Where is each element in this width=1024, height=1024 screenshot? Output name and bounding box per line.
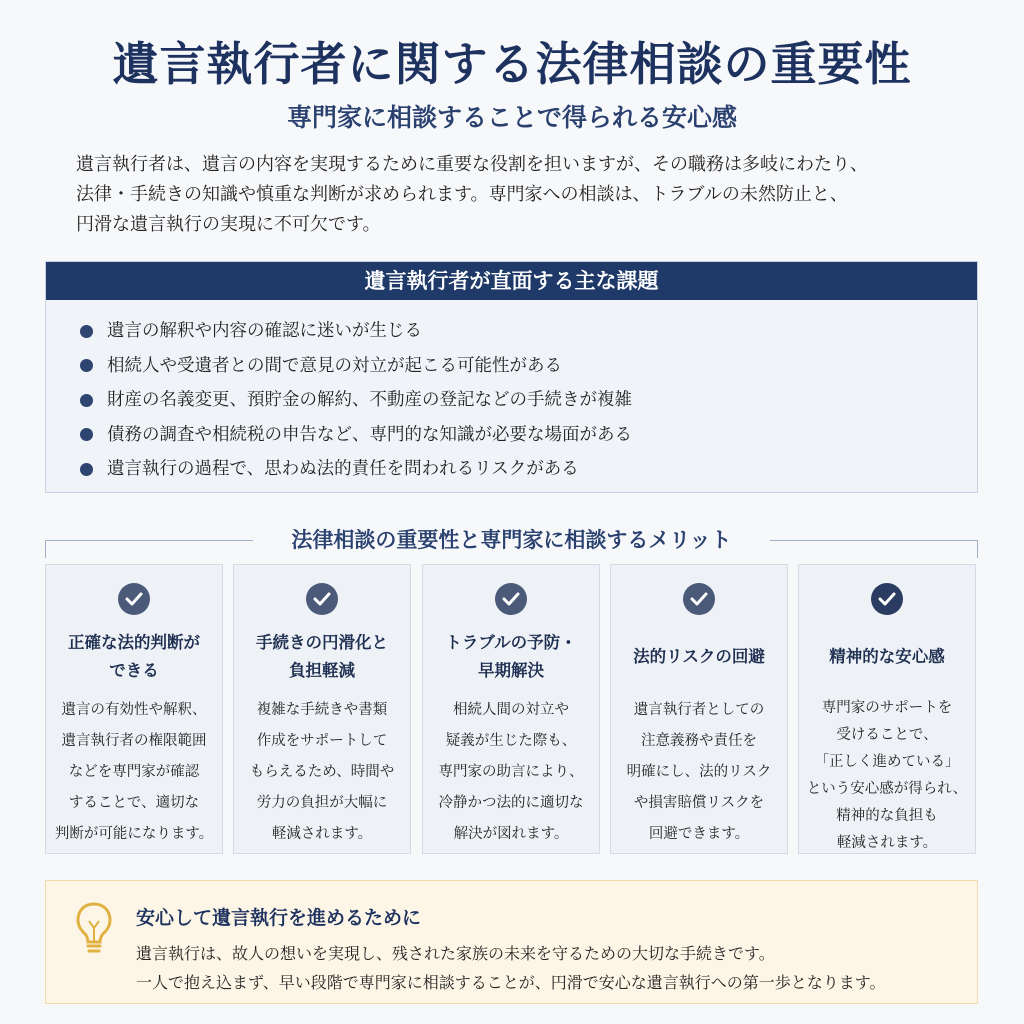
card-body-line: 労力の負担が大幅に (256, 795, 388, 811)
card-body-line: 軽減されます。 (836, 835, 938, 851)
intro-line: 円滑な遺言執行の実現に不可欠です。 (76, 214, 381, 235)
divider-tick (977, 540, 978, 558)
card-title-line: 手続きの円滑化と (256, 633, 388, 652)
card-body-line: 冷静かつ法的に適切な (438, 795, 584, 811)
card-body-line: 作成をサポートして (256, 733, 388, 749)
bullet-icon (80, 394, 93, 407)
closing-note (45, 880, 978, 1004)
lightbulb-icon (74, 901, 114, 957)
merit-card-smooth-procedures (233, 564, 411, 854)
merit-card-risk-avoidance (610, 564, 788, 854)
card-title-line: できる (109, 661, 159, 680)
card-title (423, 629, 599, 685)
card-body (799, 695, 975, 857)
card-body (46, 695, 222, 850)
merits-heading-bar (45, 522, 978, 558)
list-item (80, 314, 977, 349)
card-body-line: 専門家のサポートを (821, 700, 953, 716)
card-body-line: などを専門家が確認 (68, 764, 200, 780)
check-circle-icon (118, 583, 150, 615)
card-title (46, 629, 222, 685)
card-body-line: 精神的な負担も (836, 808, 938, 824)
card-title-line: 正確な法的判断が (68, 633, 200, 652)
card-body-line: 解決が図れます。 (453, 826, 569, 842)
merits-heading: 法律相談の重要性と専門家に相談するメリット (291, 528, 732, 552)
card-body-line: 複雑な手続きや書類 (256, 702, 388, 718)
closing-title: 安心して遺言執行を進めるために (136, 907, 422, 929)
card-body-line: 判断が可能になります。 (54, 826, 214, 842)
list-item (80, 452, 977, 487)
card-body-line: 軽減されます。 (271, 826, 373, 842)
list-item (80, 349, 977, 384)
page-subtitle: 専門家に相談することで得られる安心感 (286, 103, 737, 132)
card-body-line: 明確にし、法的リスク (626, 764, 772, 780)
card-body-line: という安心感が得られ、 (806, 781, 968, 797)
card-title (234, 629, 410, 685)
issues-panel (45, 261, 978, 493)
bullet-icon (80, 428, 93, 441)
card-body-line: 専門家の助言により、 (438, 764, 584, 780)
card-title (611, 629, 787, 685)
closing-line: 遺言執行は、故人の想いを実現し、残された家族の未来を守るための大切な手続きです。 (136, 944, 775, 963)
intro-line: 遺言執行者は、遺言の内容を実現するために重要な役割を担いますが、その職務は多岐にわたり、 (76, 154, 868, 175)
closing-line: 一人で抱え込まず、早い段階で専門家に相談することが、円滑で安心な遺言執行への第一歩となります。 (136, 973, 886, 992)
merit-card-legal-judgment (45, 564, 223, 854)
card-title-line: 早期解決 (478, 661, 544, 680)
intro-line: 法律・手続きの知識や慎重な判断が求められます。専門家への相談は、トラブルの未然防止と、 (76, 184, 848, 205)
card-body-line: 注意義務や責任を (641, 733, 757, 749)
bullet-icon (80, 325, 93, 338)
card-body-line: 相続人間の対立や (453, 702, 569, 718)
merit-card-peace-of-mind (798, 564, 976, 854)
merit-card-trouble-prevention (422, 564, 600, 854)
card-title-line: 負担軽減 (289, 661, 355, 680)
issues-heading: 遺言執行者が直面する主な課題 (46, 262, 977, 300)
card-title-line: トラブルの予防・ (445, 633, 577, 652)
divider-line (770, 540, 978, 541)
issue-text: 債務の調査や相続税の申告など、専門的な知識が必要な場面がある (107, 424, 632, 445)
card-body-line: や損害賠償リスクを (633, 795, 765, 811)
list-item (80, 418, 977, 453)
issue-text: 遺言の解釈や内容の確認に迷いが生じる (107, 321, 422, 341)
issue-text: 相続人や受遺者との間で意見の対立が起こる可能性がある (107, 355, 562, 376)
card-body-line: もらえるため、時間や (249, 764, 395, 780)
check-circle-icon (683, 583, 715, 615)
card-body-line: 遺言執行者の権限範囲 (61, 733, 207, 749)
card-title-line: 精神的な安心感 (829, 647, 945, 666)
card-body-line: 回避できます。 (648, 826, 750, 842)
card-body-line: 「正しく進めている」 (814, 754, 960, 770)
check-circle-icon (495, 583, 527, 615)
bullet-icon (80, 463, 93, 476)
issue-text: 遺言執行の過程で、思わぬ法的責任を問われるリスクがある (107, 459, 579, 479)
list-item (80, 383, 977, 418)
closing-body (136, 939, 885, 997)
card-body (423, 695, 599, 850)
card-body-line: することで、適切な (68, 795, 200, 811)
check-circle-icon (871, 583, 903, 615)
issues-list (46, 300, 977, 487)
card-body-line: 遺言の有効性や解釈、 (61, 702, 207, 718)
intro-paragraph (76, 150, 976, 240)
card-body-line: 疑義が生じた際も、 (445, 733, 577, 749)
card-title (799, 629, 975, 685)
check-circle-icon (306, 583, 338, 615)
card-body-line: 受けることで、 (836, 727, 938, 743)
card-body-line: 遺言執行者としての (633, 702, 765, 718)
page-title: 遺言執行者に関する法律相談の重要性 (112, 37, 912, 91)
card-title-line: 法的リスクの回避 (633, 647, 765, 666)
card-body (611, 695, 787, 850)
bullet-icon (80, 359, 93, 372)
issue-text: 財産の名義変更、預貯金の解約、不動産の登記などの手続きが複雑 (107, 390, 632, 410)
card-body (234, 695, 410, 850)
